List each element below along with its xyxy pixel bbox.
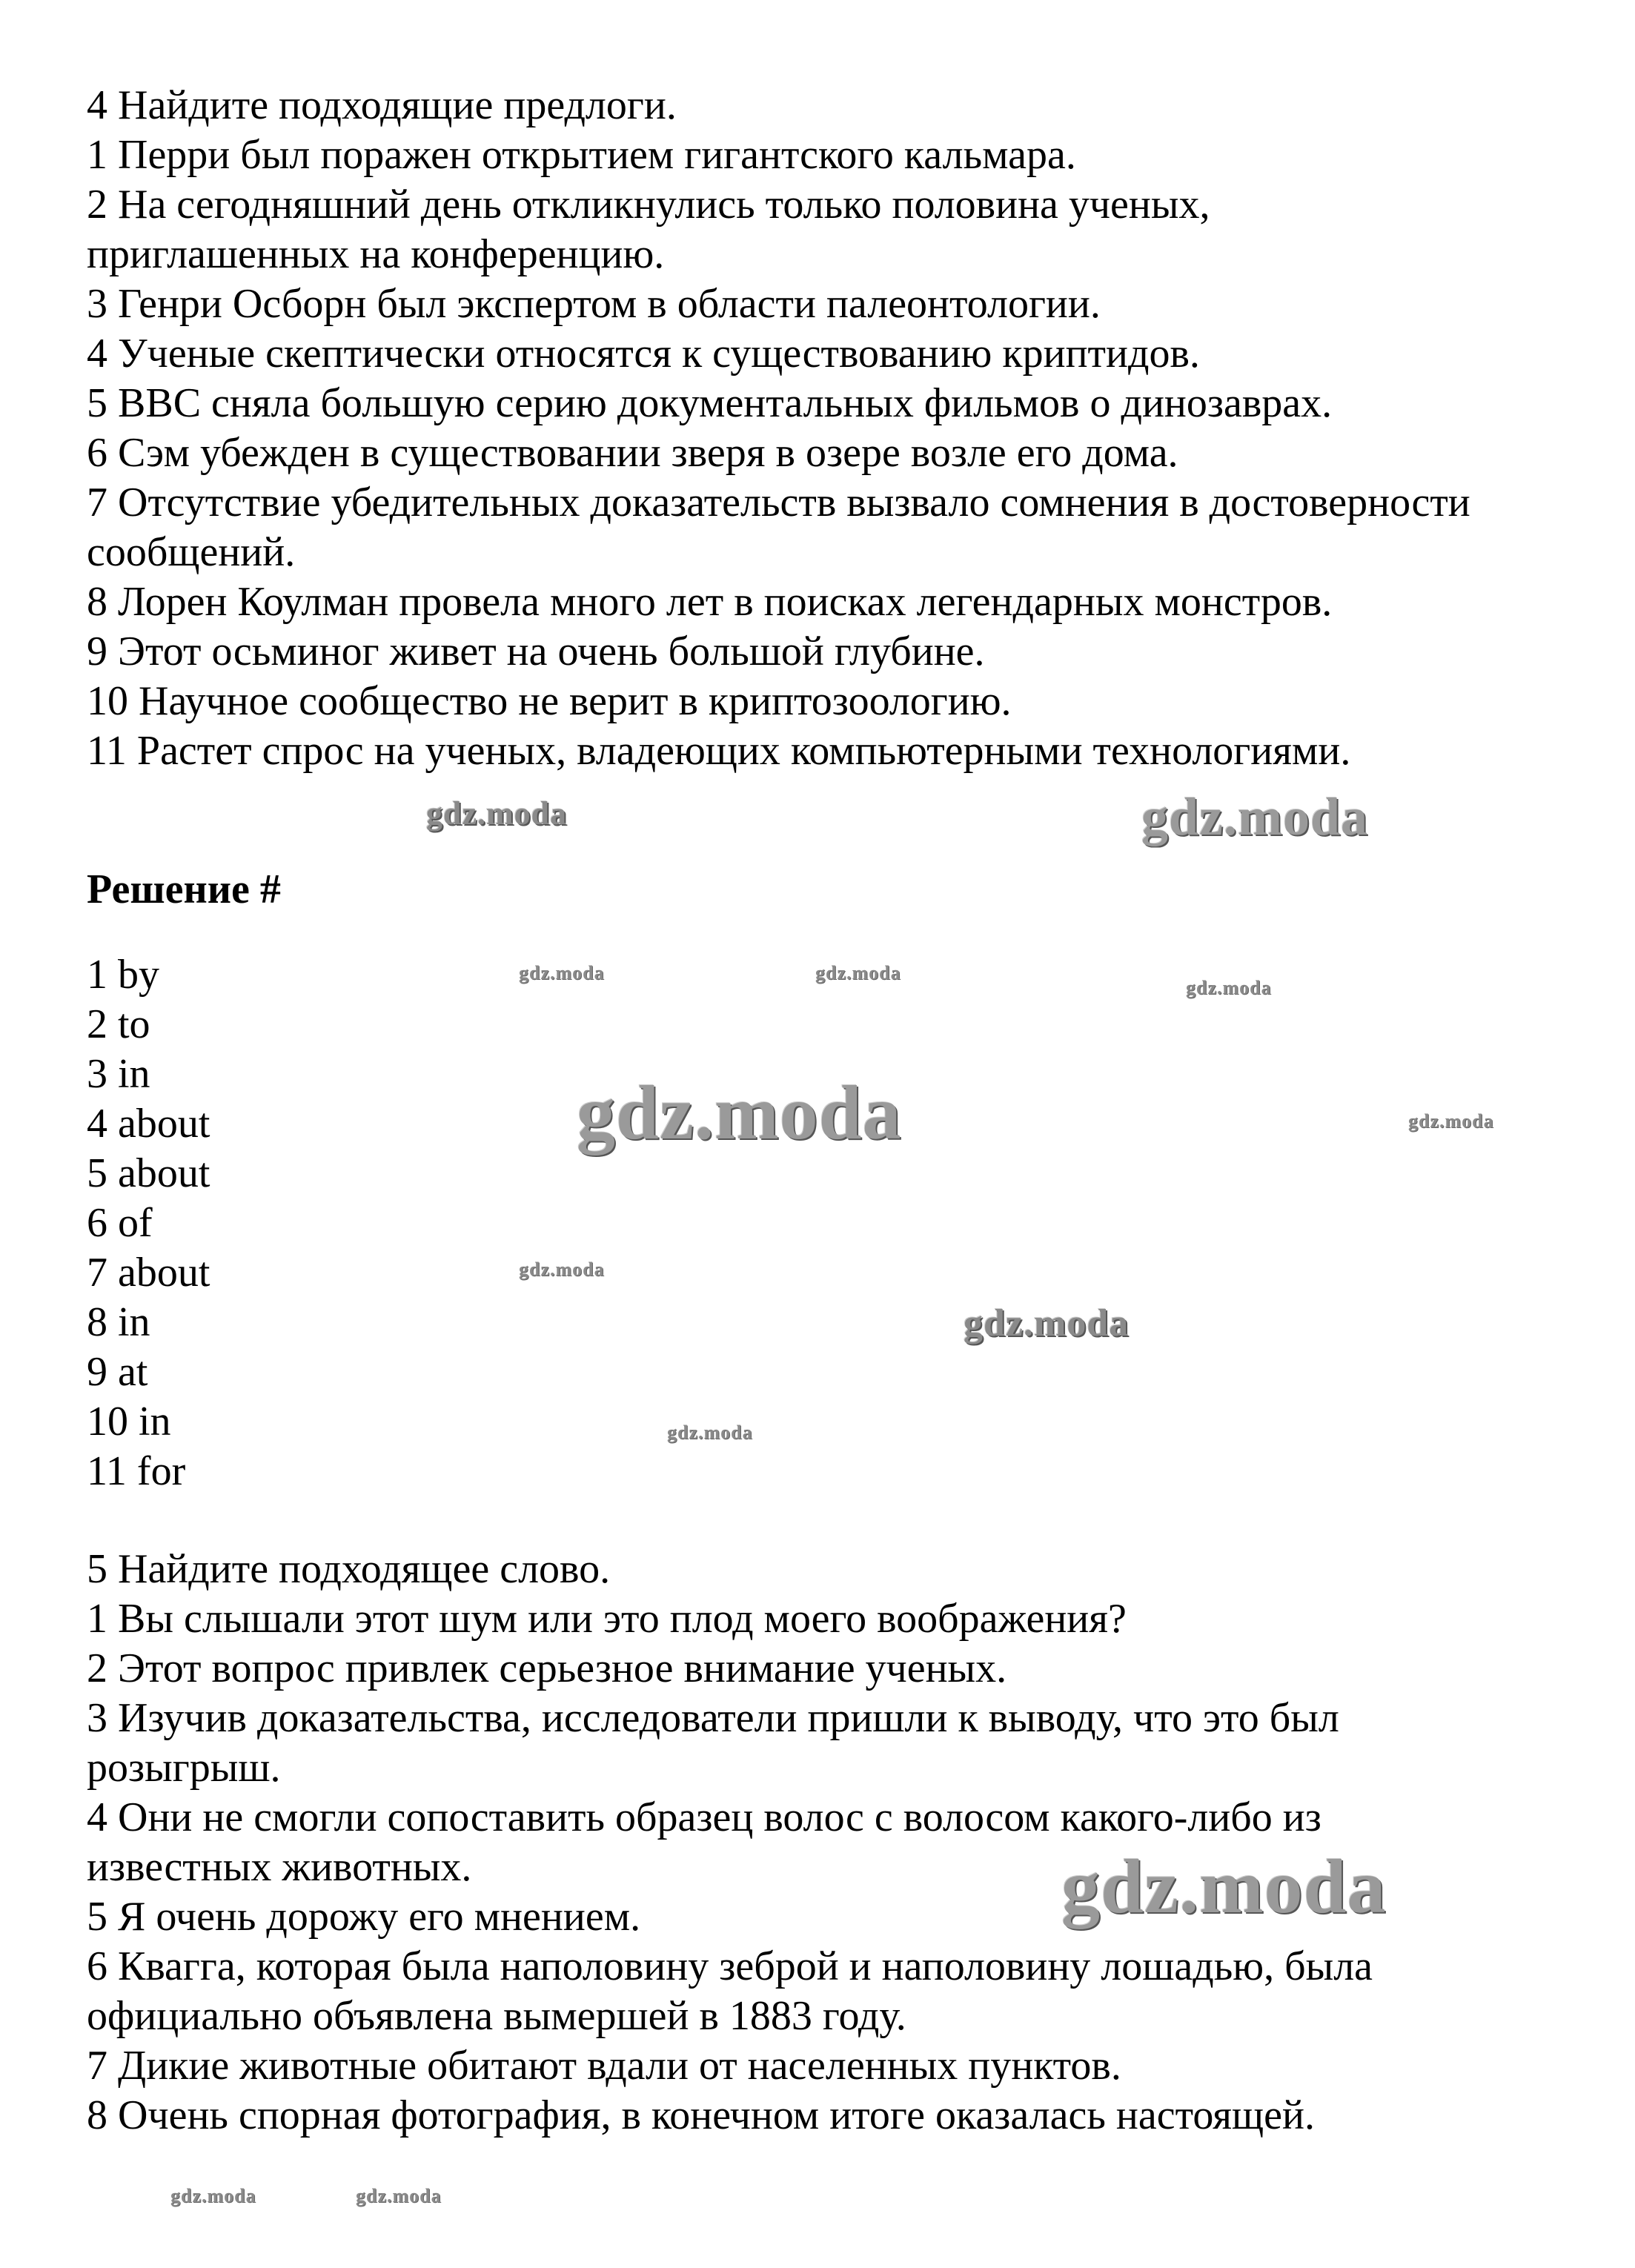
answer: 2 to (87, 1001, 150, 1047)
solution-heading: Решение # (87, 866, 281, 912)
watermark-logo: gdz.moda (1141, 787, 1369, 846)
sentence: 6 Квагга, которая была наполовину зеброй и наполовину лошадью, была (87, 1943, 1373, 1989)
watermark-logo: gdz.moda (667, 1422, 753, 1443)
answer: 5 about (87, 1150, 210, 1196)
sentence: 3 Изучив доказательства, исследователи пришли к выводу, что это был (87, 1695, 1339, 1741)
answer: 3 in (87, 1051, 150, 1097)
watermark-logo: gdz.moda (815, 962, 901, 984)
sentence: 10 Научное сообщество не верит в криптозоологию. (87, 678, 1012, 724)
sentence: 7 Отсутствие убедительных доказательств вызвало сомнения в достоверности (87, 480, 1470, 525)
sentence: сообщений. (87, 529, 296, 575)
answer: 8 in (87, 1299, 150, 1345)
sentence: 7 Дикие животные обитают вдали от населенных пунктов. (87, 2043, 1121, 2089)
sentence: 5 Я очень дорожу его мнением. (87, 1894, 641, 1940)
sentence: 4 Они не смогли сопоставить образец волос с волосом какого-либо из (87, 1794, 1321, 1840)
sentence: известных животных. (87, 1844, 472, 1890)
watermark-logo: gdz.moda (964, 1302, 1130, 1344)
sentence: 2 Этот вопрос привлек серьезное внимание ученых. (87, 1645, 1007, 1691)
sentence: официально объявлена вымершей в 1883 году. (87, 1993, 906, 2039)
watermark-logo: gdz.moda (170, 2185, 256, 2206)
answers-list (87, 950, 1591, 1496)
watermark-logo: gdz.moda (577, 1070, 902, 1155)
task-5-section (87, 1545, 1591, 2141)
sentence: 8 Очень спорная фотография, в конечном итоге оказалась настоящей. (87, 2092, 1315, 2138)
watermark-logo: gdz.moda (519, 1259, 605, 1280)
sentence: 1 Перри был поражен открытием гигантского кальмара. (87, 132, 1076, 178)
watermark-logo: gdz.moda (519, 962, 605, 984)
sentence: 5 BBC сняла большую серию документальных фильмов о динозаврах. (87, 380, 1333, 426)
watermark-logo: gdz.moda (1061, 1844, 1387, 1929)
sentence: 3 Генри Осборн был экспертом в области палеонтологии. (87, 281, 1101, 327)
answer: 1 by (87, 952, 159, 998)
answer: 4 about (87, 1101, 210, 1147)
sentence: 8 Лорен Коулман провела много лет в поисках легендарных монстров. (87, 579, 1333, 625)
watermark-logo: gdz.moda (1186, 977, 1272, 998)
watermark-logo: gdz.moda (426, 795, 568, 832)
task-4-section (87, 81, 1591, 776)
answer: 7 about (87, 1250, 210, 1296)
sentence: 11 Растет спрос на ученых, владеющих компьютерными технологиями. (87, 728, 1351, 774)
watermark-logo: gdz.moda (356, 2185, 442, 2206)
sentence: 9 Этот осьминог живет на очень большой глубине. (87, 629, 985, 674)
sentence: 4 Ученые скептически относятся к существованию криптидов. (87, 331, 1200, 377)
task-4-title: 4 Найдите подходящие предлоги. (87, 82, 677, 128)
answer: 9 at (87, 1349, 148, 1395)
task-5-title: 5 Найдите подходящее слово. (87, 1546, 611, 1592)
sentence: 1 Вы слышали этот шум или это плод моего воображения? (87, 1596, 1127, 1642)
sentence: 6 Сэм убежден в существовании зверя в озере возле его дома. (87, 430, 1178, 476)
watermark-logo: gdz.moda (1408, 1110, 1494, 1132)
answer: 6 of (87, 1200, 153, 1246)
answer: 11 for (87, 1448, 186, 1494)
sentence: розыгрыш. (87, 1745, 281, 1791)
sentence: 2 На сегодняшний день откликнулись только половина ученых, (87, 182, 1210, 228)
answer: 10 in (87, 1399, 171, 1445)
sentence: приглашенных на конференцию. (87, 231, 665, 277)
